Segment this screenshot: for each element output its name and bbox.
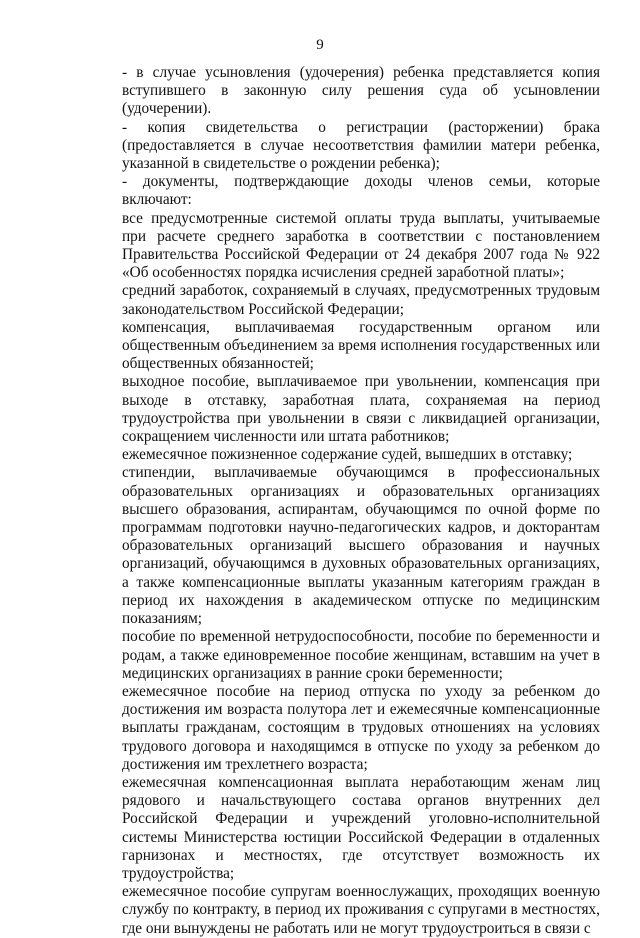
paragraph-income-documents: - документы, подтверждающие доходы членов семьи, которые включают: bbox=[122, 173, 600, 209]
paragraph-sickness-benefit: пособие по временной нетрудоспособности, пособие по беременности и родам, а также единовременное пособие женщинам, вставшим на учет в медицинских организациях в ранние сроки беременности; bbox=[122, 628, 600, 682]
paragraph-payroll-payments: все предусмотренные системой оплаты труда выплаты, учитываемые при расчете среднего заработка в соответствии с постановлением Правительства Российской Федерации от 24 декабря 2007 года № 922 «Об особенностях порядка исчисления средней заработной платы»; bbox=[122, 209, 600, 282]
document-body bbox=[122, 64, 600, 938]
paragraph-childcare-benefit: ежемесячное пособие на период отпуска по уходу за ребенком до достижения им возраста полутора лет и ежемесячные компенсационные выплаты гражданам, состоящим в трудовых отношениях на условиях трудового договора и находящимся в отпуске по уходу за ребенком до достижения им трехлетнего возраста; bbox=[122, 682, 600, 773]
paragraph-severance: выходное пособие, выплачиваемое при увольнении, компенсация при выходе в отставку, заработная плата, сохраняемая на период трудоустройства при увольнении в связи с ликвидацией организации, сокращением численности или штата работников; bbox=[122, 373, 600, 446]
paragraph-stipends: стипендии, выплачиваемые обучающимся в профессиональных образовательных организациях и образовательных организациях высшего образования, аспирантам, обучающимся по очной форме по программам подготовки научно-педагогических кадров, и докторантам образовательных организаций высшего образования и научных организаций, обучающимся в духовных образовательных организациях, а также компенсационные выплаты указанным категориям граждан в период их нахождения в академическом отпуске по медицинским показаниям; bbox=[122, 464, 600, 628]
paragraph-judges-allowance: ежемесячное пожизненное содержание судей, вышедших в отставку; bbox=[122, 446, 573, 464]
paragraph-average-earnings: средний заработок, сохраняемый в случаях, предусмотренных трудовым законодательством Российской Федерации; bbox=[122, 282, 600, 318]
paragraph-compensation: компенсация, выплачиваемая государственным органом или общественным объединением за время исполнения государственных или общественных обязанностей; bbox=[122, 318, 600, 373]
paragraph-military-spouses: ежемесячное пособие супругам военнослужащих, проходящих военную службу по контракту, в период их проживания с супругами в местностях, где они вынуждены не работать или не могут трудоустроиться в связи с bbox=[122, 883, 600, 937]
paragraph-wives-compensation: ежемесячная компенсационная выплата неработающим женам лиц рядового и начальствующего состава органов внутренних дел Российской Федерации и учреждений уголовно-исполнительной системы Министерства юстиции Российской Федерации в отдаленных гарнизонах и местностях, где отсутствует возможность их трудоустройства; bbox=[122, 773, 600, 882]
paragraph-marriage-certificate: - копия свидетельства о регистрации (расторжении) брака (предоставляется в случае несоответствия фамилии матери ребенка, указанной в свидетельстве о рождении ребенка); bbox=[122, 118, 600, 173]
page-number: 9 bbox=[316, 37, 324, 53]
paragraph-adoption: - в случае усыновления (удочерения) ребенка представляется копия вступившего в законную силу решения суда об усыновлении (удочерении). bbox=[122, 64, 600, 118]
